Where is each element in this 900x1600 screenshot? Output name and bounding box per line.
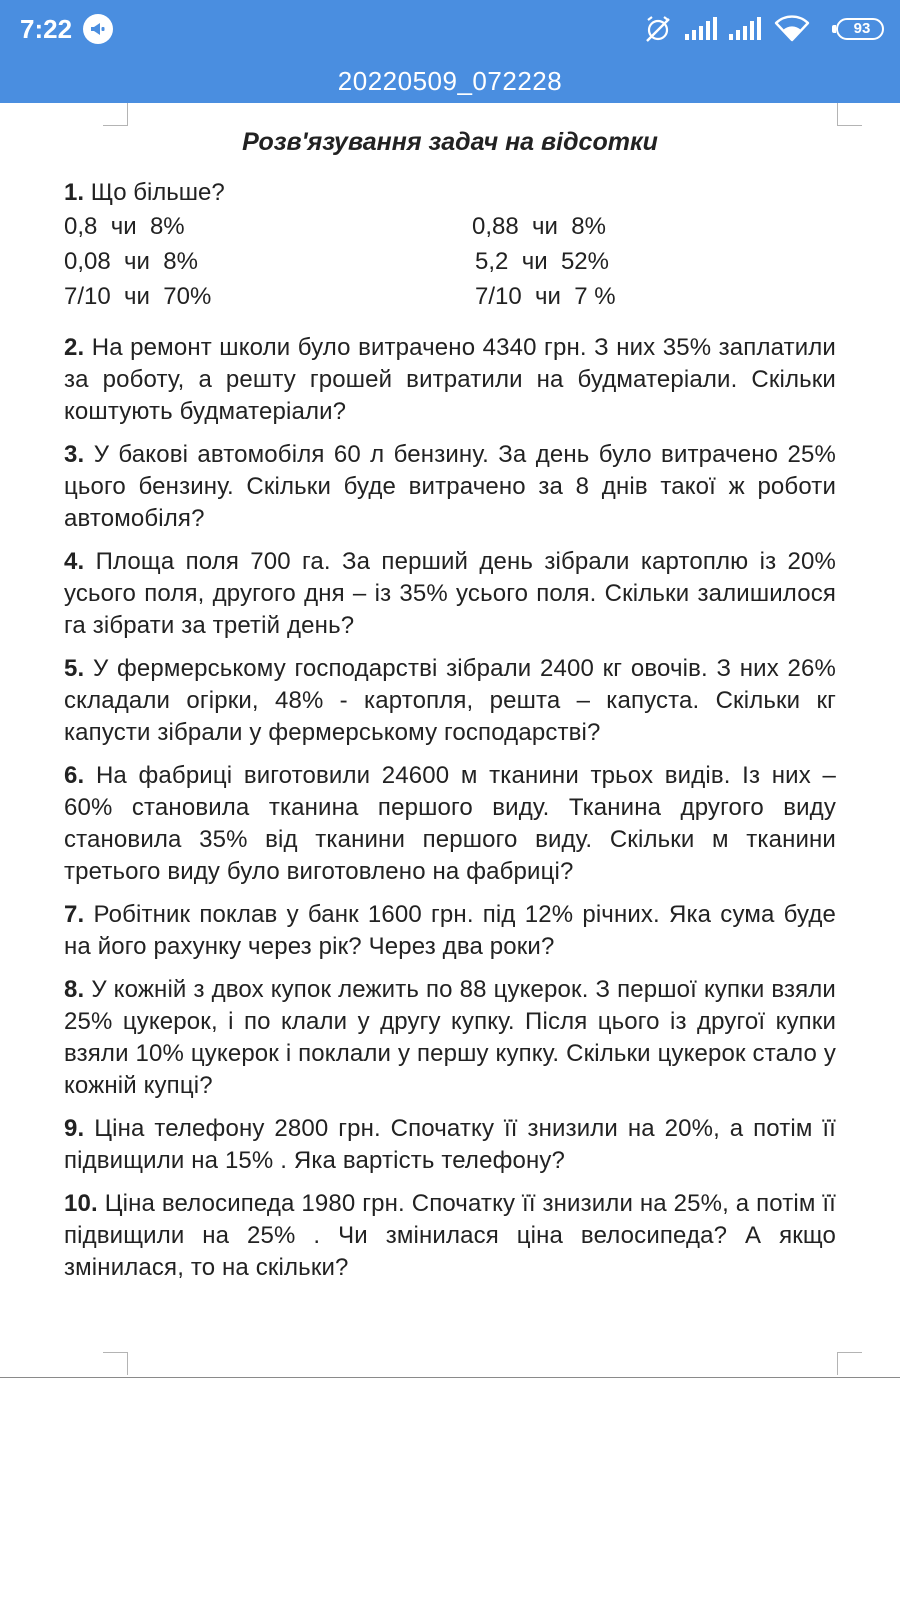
- app-header: [0, 0, 900, 103]
- problem-2: [64, 332, 836, 428]
- alarm-off-icon: [644, 14, 672, 49]
- problem-3: [64, 439, 836, 535]
- status-icons: [644, 14, 884, 46]
- megaphone-notification-icon: [83, 14, 113, 44]
- problem-number: 2.: [64, 334, 85, 361]
- problem-text: У бакові автомобіля 60 л бензину. За день було витрачено 25% цього бензину. Скільки буде витрачено за 8 днів такої ж роботи автомобіля?: [64, 441, 836, 532]
- page-corner-mark: [103, 103, 128, 126]
- problem-number: 5.: [64, 655, 85, 682]
- comparison-right: 5,2 чи 52%: [475, 248, 609, 275]
- comparison-list: [64, 209, 836, 314]
- comparison-row: [64, 209, 836, 244]
- problem-number: 6.: [64, 762, 85, 789]
- problem-number: 8.: [64, 976, 85, 1003]
- status-time: 7:22: [20, 14, 73, 44]
- problem-text: Площа поля 700 га. За перший день зібрали картоплю із 20% усього поля, другого дня – із 35% усього поля. Скільки залишилося га зібрати за третій день?: [64, 548, 836, 639]
- problem-text: У фермерському господарстві зібрали 2400 кг овочів. З них 26% складали огірки, 48% - картопля, решта – капуста. Скільки кг капусти зібрали у фермерському господарстві?: [64, 655, 836, 746]
- comparison-right: 7/10 чи 7 %: [475, 283, 616, 310]
- signal-icon: [728, 16, 762, 47]
- problem-number: 7.: [64, 901, 85, 928]
- problem-text: Ціна телефону 2800 грн. Спочатку її знизили на 20%, а потім її підвищили на 15% . Яка вартість телефону?: [64, 1115, 836, 1174]
- problem-7: [64, 899, 836, 963]
- problem-text: У кожній з двох купок лежить по 88 цукерок. З першої купки взяли 25% цукерок, і по клали у другу купку. Після цього із другої купки взяли 10% цукерок і поклали у першу купку. Скільки цукерок стало у кожній купці?: [64, 976, 836, 1099]
- problem-10: [64, 1188, 836, 1284]
- problem-number: 9.: [64, 1115, 85, 1142]
- problem-1: [64, 176, 836, 209]
- problem-number: 1.: [64, 179, 85, 206]
- problem-text: Ціна велосипеда 1980 грн. Спочатку її знизили на 25%, а потім її підвищили на 25% . Чи змінилася ціна велосипеда? А якщо змінилася, то на скільки?: [64, 1190, 836, 1281]
- comparison-right: 0,88 чи 8%: [472, 213, 606, 240]
- page-corner-mark: [103, 1352, 128, 1375]
- signal-icon: [684, 16, 718, 47]
- problem-number: 3.: [64, 441, 85, 468]
- comparison-left: 0,8 чи 8%: [64, 213, 185, 240]
- problem-6: [64, 760, 836, 888]
- worksheet-title: Розв'язування задач на відсотки: [242, 128, 658, 156]
- document-title-bar: 20220509_072228: [337, 66, 563, 96]
- document-page: [64, 124, 836, 1284]
- wifi-icon: [774, 14, 810, 47]
- page-corner-mark: [837, 1352, 862, 1375]
- comparison-row: [64, 244, 836, 279]
- comparison-left: 7/10 чи 70%: [64, 283, 212, 310]
- problem-text: Що більше?: [90, 179, 225, 206]
- problem-4: [64, 546, 836, 642]
- problem-8: [64, 974, 836, 1102]
- problem-number: 4.: [64, 548, 85, 575]
- problem-text: На ремонт школи було витрачено 4340 грн. З них 35% заплатили за роботу, а решту грошей витратили на будматеріали. Скільки коштують будматеріали?: [64, 334, 836, 425]
- comparison-left: 0,08 чи 8%: [64, 248, 198, 275]
- page-divider: [0, 1377, 900, 1378]
- problem-9: [64, 1113, 836, 1177]
- comparison-row: [64, 279, 836, 314]
- page-corner-mark: [837, 103, 862, 126]
- problem-text: На фабриці виготовили 24600 м тканини трьох видів. Із них – 60% становила тканина першого виду. Тканина другого виду становила 35% від тканини першого виду. Скільки м тканини третього виду було виготовлено на фабриці?: [64, 762, 836, 885]
- battery-icon: 93: [836, 18, 884, 40]
- problem-5: [64, 653, 836, 749]
- problem-number: 10.: [64, 1190, 98, 1217]
- problem-text: Робітник поклав у банк 1600 грн. під 12% річних. Яка сума буде на його рахунку через рік? Через два роки?: [64, 901, 836, 960]
